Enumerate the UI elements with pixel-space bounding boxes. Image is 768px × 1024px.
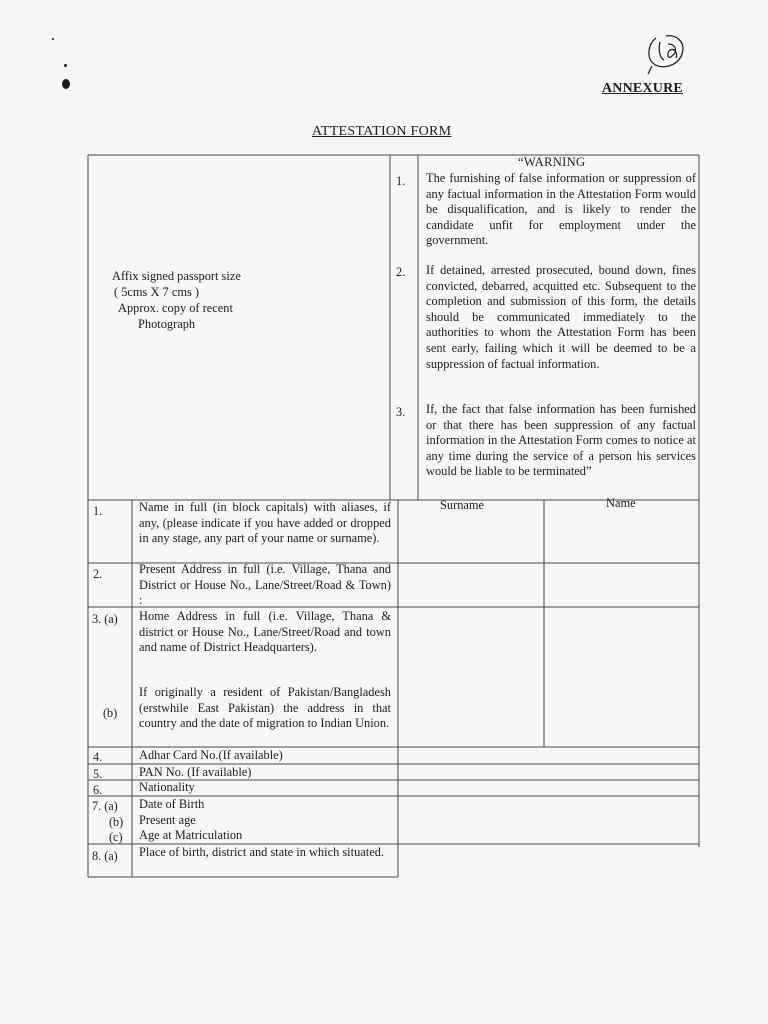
pan-field[interactable] [399, 765, 698, 779]
row-number: 7. (a) [92, 799, 118, 813]
row-label-present-age: Present age [139, 813, 196, 827]
row-label-date-of-birth: Date of Birth [139, 797, 205, 811]
date-of-birth-field[interactable] [399, 797, 698, 843]
warning-title: “WARNING [518, 155, 586, 169]
row-number: 5. [93, 767, 103, 781]
row-label-adhar-card: Adhar Card No.(If available) [139, 748, 283, 762]
warning-item-number: 2. [396, 265, 406, 279]
name-column-header: Name [606, 496, 636, 510]
nationality-field[interactable] [399, 781, 698, 795]
photo-instruction-line: Approx. copy of recent [118, 301, 233, 315]
row-number: 8. (a) [92, 849, 118, 863]
annexure-label: ANNEXURE [602, 81, 683, 96]
name-field[interactable] [545, 513, 698, 562]
handwritten-signature [638, 30, 690, 76]
row-label-present-address: Present Address in full (i.e. Village, Thana and District or House No., Lane/Street/Road & Town) : [139, 562, 391, 608]
row-label-age-at-matriculation: Age at Matriculation [139, 828, 243, 842]
row-label-pan: PAN No. (If available) [139, 765, 252, 779]
scan-mark [52, 38, 54, 40]
row-number: 1. [93, 504, 103, 518]
row-number: 6. [93, 783, 103, 797]
row-label-place-of-birth: Place of birth, district and state in which situated. [139, 845, 384, 859]
row-number: 2. [93, 567, 103, 581]
scan-mark [64, 64, 67, 67]
form-title: ATTESTATION FORM [312, 124, 452, 139]
surname-field[interactable] [399, 513, 543, 562]
home-address-field[interactable] [399, 608, 698, 746]
row-number: (c) [109, 830, 123, 844]
row-number: 4. [93, 750, 103, 764]
photo-instruction-line: ( 5cms X 7 cms ) [114, 285, 199, 299]
photo-box[interactable] [89, 156, 389, 499]
adhar-card-field[interactable] [399, 748, 698, 763]
warning-item-number: 3. [396, 405, 406, 419]
row-number: 3. (a) [92, 612, 118, 626]
photo-instruction-line: Photograph [138, 317, 196, 331]
photo-instruction-line: Affix signed passport size [112, 269, 241, 283]
row-label-home-address: Home Address in full (i.e. Village, Thana & district or House No., Lane/Street/Road and town and name of District Headquarters). [139, 609, 391, 655]
warning-item-text: If detained, arrested prosecuted, bound down, fines convicted, debarred, acquitted etc. Subsequent to the completion and submission of this form, the details should be communicated immediately to the authorities to whom the Attestation Form has been sent early, failing which it will be deemed to be a suppression of factual information. [426, 263, 696, 371]
place-of-birth-field[interactable] [399, 845, 698, 876]
scan-mark [62, 79, 70, 89]
row-number: (b) [109, 815, 124, 829]
surname-column-header: Surname [440, 498, 485, 512]
warning-item-text: The furnishing of false information or suppression of any factual information in the Attestation Form would be disqualification, and is likely to render the candidate unfit for employment under the government. [426, 171, 696, 248]
warning-item-number: 1. [396, 174, 406, 188]
row-number: (b) [103, 706, 118, 720]
warning-item-text: If, the fact that false information has been furnished or that there has been suppression of any factual information in the Attestation Form comes to notice at any time during the service of a person his services would be liable to be terminated” [426, 402, 696, 479]
present-address-field[interactable] [399, 564, 698, 606]
row-label-full-name: Name in full (in block capitals) with aliases, if any, (please indicate if you have added or dropped in any stage, any part of your name or surname). [139, 500, 391, 546]
row-label-nationality: Nationality [139, 780, 195, 794]
row-label-migration-address: If originally a resident of Pakistan/Bangladesh (erstwhile East Pakistan) the address in that country and the date of migration to Indian Union. [139, 685, 391, 731]
